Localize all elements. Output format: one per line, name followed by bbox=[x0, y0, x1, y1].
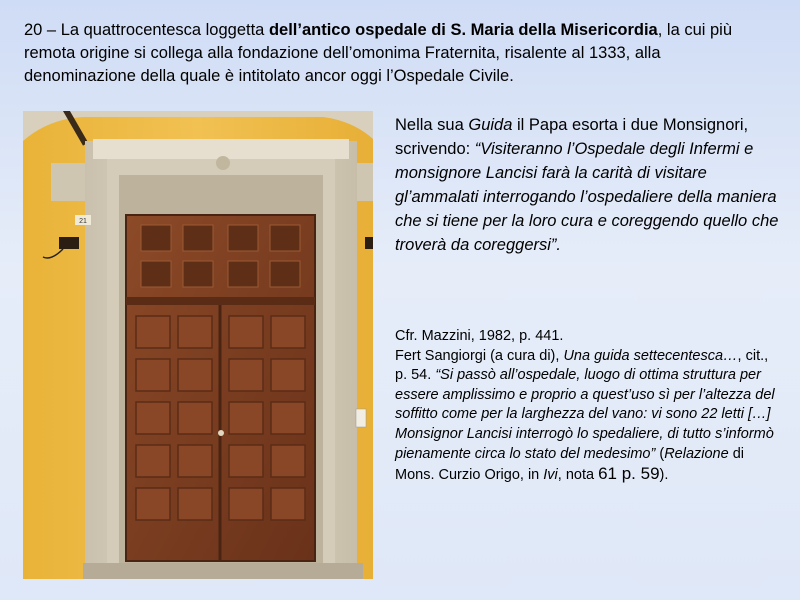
ref-cit: , cit., p. 54. bbox=[395, 347, 769, 384]
slide-heading bbox=[24, 19, 776, 88]
ref-mazzini: Cfr. Mazzini, 1982, p. 441. bbox=[395, 328, 564, 344]
guida-title: Guida bbox=[468, 116, 513, 134]
ref-page: 61 p. 59 bbox=[598, 464, 660, 484]
ref-by: di Mons. Curzio Origo, in bbox=[395, 445, 745, 484]
ref-paren-open: ( bbox=[655, 445, 665, 462]
heading-bold: dell’antico ospedale di S. Maria della Misericordia bbox=[268, 21, 658, 39]
references bbox=[395, 327, 780, 486]
ref-author: Fert Sangiorgi (a cura di), bbox=[395, 347, 564, 364]
heading-rest: , la cui più remota origine si collega alla fondazione dell’omonima Fraternita, risalente al 1333, alla denominazione della quale è intitolato ancor oggi l’Ospedale Civile. bbox=[24, 21, 733, 85]
quote-lead: Nella sua bbox=[395, 116, 469, 134]
door-illustration bbox=[23, 111, 373, 579]
quote-italic: “Visiteranno l’Ospedale degli Infermi e monsignore Lancisi farà la carità di visitare gl’ammalati interrogando l’ospedaliere della maniera che si tiene per la loro cura e coreggendo quello che troverà da coreggersi”. bbox=[395, 140, 779, 254]
guida-quote bbox=[395, 113, 780, 257]
ref-relazione: Relazione bbox=[664, 445, 729, 462]
ref-quote: “Si passò all’ospedale, luogo di ottima struttura per essere amplissimo e proprio a quest’uso sì per l’altezza del soffitto come per la larghezza del vano: vi sono 22 letti […] Monsignor Lancisi interrogò lo spedaliere, di tutto s’informò pienamente circa lo stato del medesimo” bbox=[395, 367, 775, 462]
ref-book-title: Una guida settecentesca… bbox=[563, 347, 738, 364]
hospital-door-photo bbox=[23, 111, 373, 579]
ref-nota: , nota bbox=[557, 467, 599, 484]
ref-ivi: Ivi bbox=[543, 467, 558, 484]
ref-close: ). bbox=[659, 467, 669, 484]
plaque-number: 21 bbox=[79, 218, 87, 225]
heading-intro: 20 – La quattrocentesca loggetta bbox=[24, 21, 269, 39]
quote-mid: il Papa esorta i due Monsignori, scrivendo: bbox=[395, 116, 749, 158]
